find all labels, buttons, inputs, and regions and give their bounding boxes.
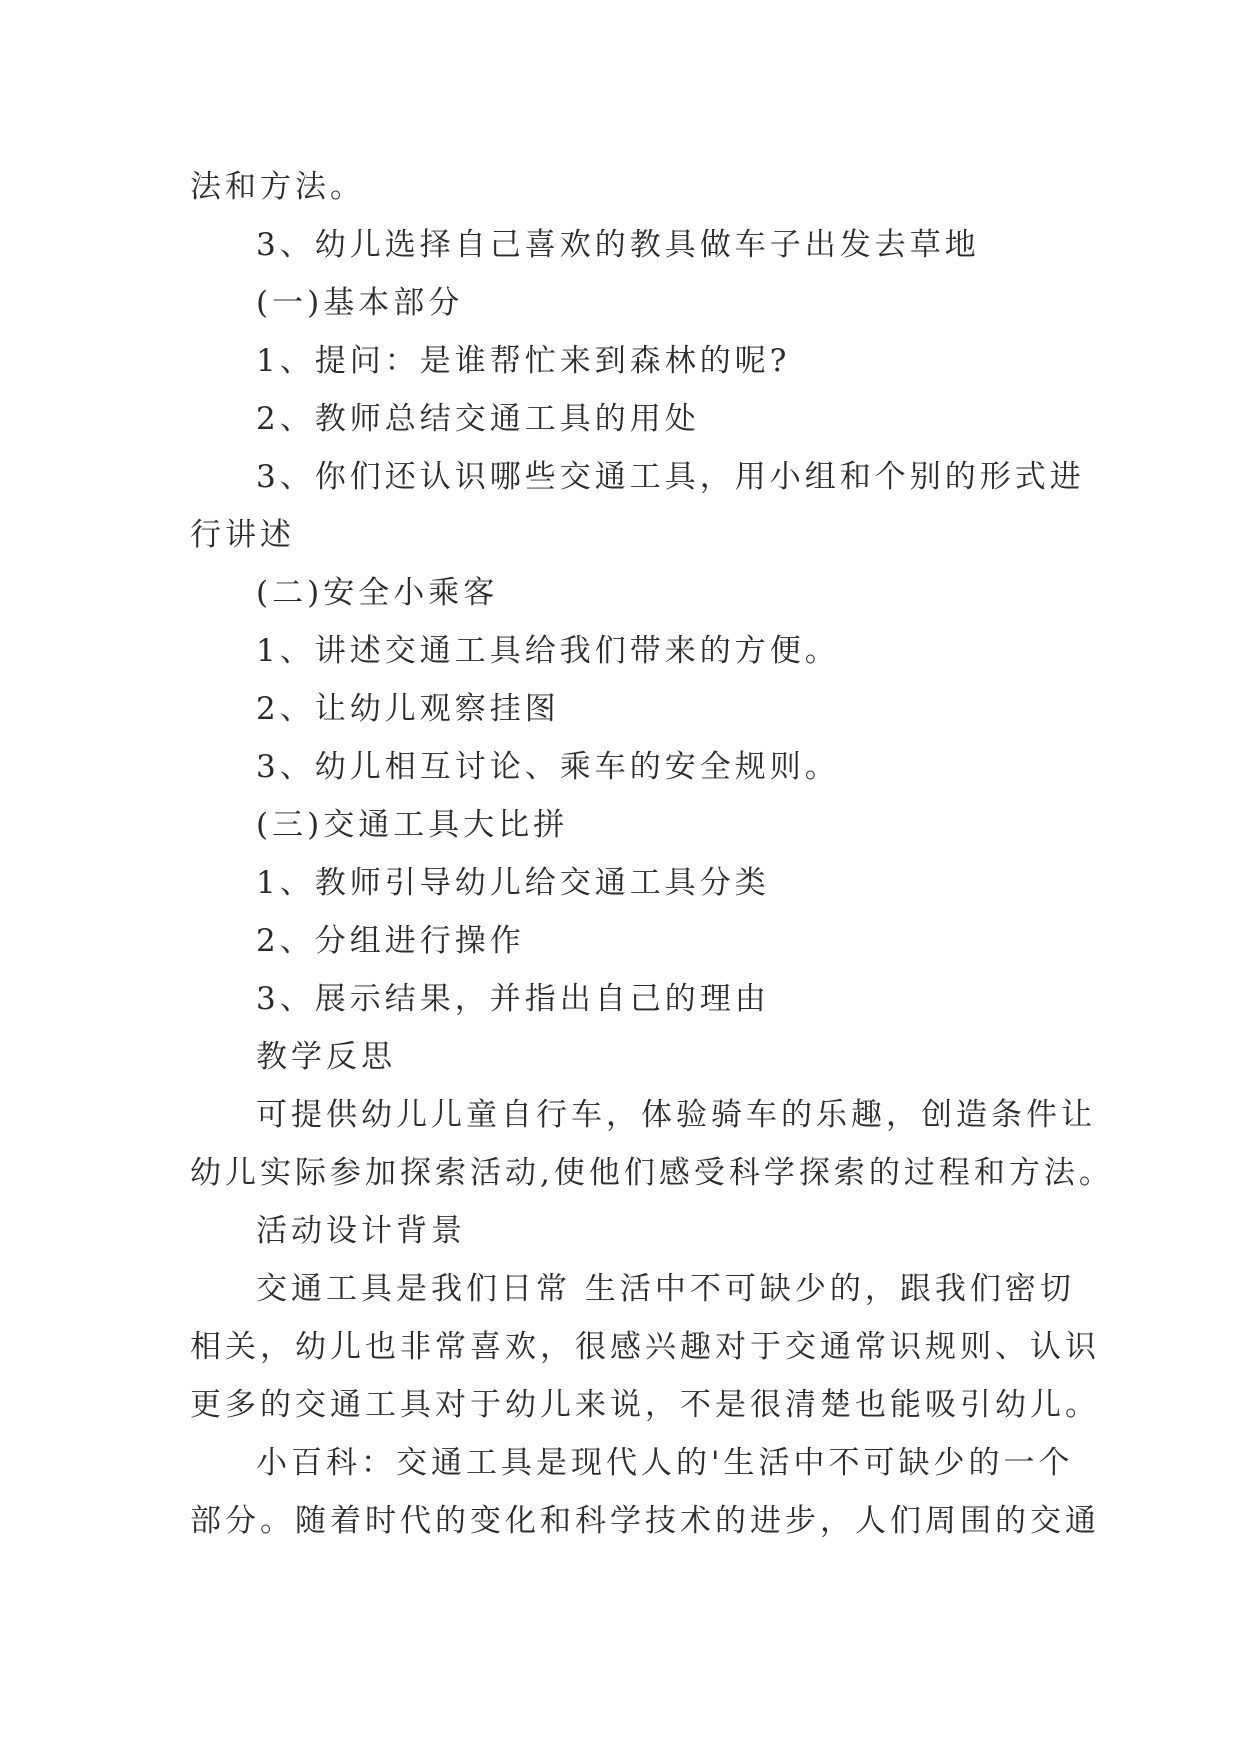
text-line: 3、幼儿选择自己喜欢的教具做车子出发去草地: [256, 227, 980, 263]
text-line: 2、让幼儿观察挂图: [256, 691, 560, 727]
text-line: 法和方法。: [190, 169, 365, 205]
section-heading: (三)交通工具大比拼: [256, 807, 569, 843]
text-line: 3、你们还认识哪些交通工具，用小组和个别的形式进: [256, 459, 1085, 495]
section-heading: 教学反思: [256, 1039, 396, 1075]
text-line: 1、提问：是谁帮忙来到森林的呢?: [256, 343, 791, 379]
document-body: [190, 158, 1114, 1550]
text-line: 交通工具是我们日常 生活中不可缺少的，跟我们密切: [256, 1271, 1075, 1307]
text-line: 行讲述: [190, 517, 295, 553]
text-line: 幼儿实际参加探索活动,使他们感受科学探索的过程和方法。: [190, 1155, 1114, 1191]
text-line: 2、分组进行操作: [256, 923, 525, 959]
section-heading: 活动设计背景: [256, 1213, 466, 1249]
section-heading: (一)基本部分: [256, 285, 464, 321]
section-heading: (二)安全小乘客: [256, 575, 499, 611]
text-line: 2、教师总结交通工具的用处: [256, 401, 700, 437]
text-line: 1、教师引导幼儿给交通工具分类: [256, 865, 770, 901]
text-line: 小百科：交通工具是现代人的'生活中不可缺少的一个: [256, 1445, 1074, 1481]
text-line: 更多的交通工具对于幼儿来说，不是很清楚也能吸引幼儿。: [190, 1387, 1100, 1423]
text-line: 部分。随着时代的变化和科学技术的进步，人们周围的交通: [190, 1503, 1100, 1539]
text-line: 3、展示结果，并指出自己的理由: [256, 981, 770, 1017]
text-line: 3、幼儿相互讨论、乘车的安全规则。: [256, 749, 840, 785]
text-line: 相关，幼儿也非常喜欢，很感兴趣对于交通常识规则、认识: [190, 1329, 1100, 1365]
text-line: 1、讲述交通工具给我们带来的方便。: [256, 633, 840, 669]
text-line: 可提供幼儿儿童自行车，体验骑车的乐趣，创造条件让: [256, 1097, 1096, 1133]
